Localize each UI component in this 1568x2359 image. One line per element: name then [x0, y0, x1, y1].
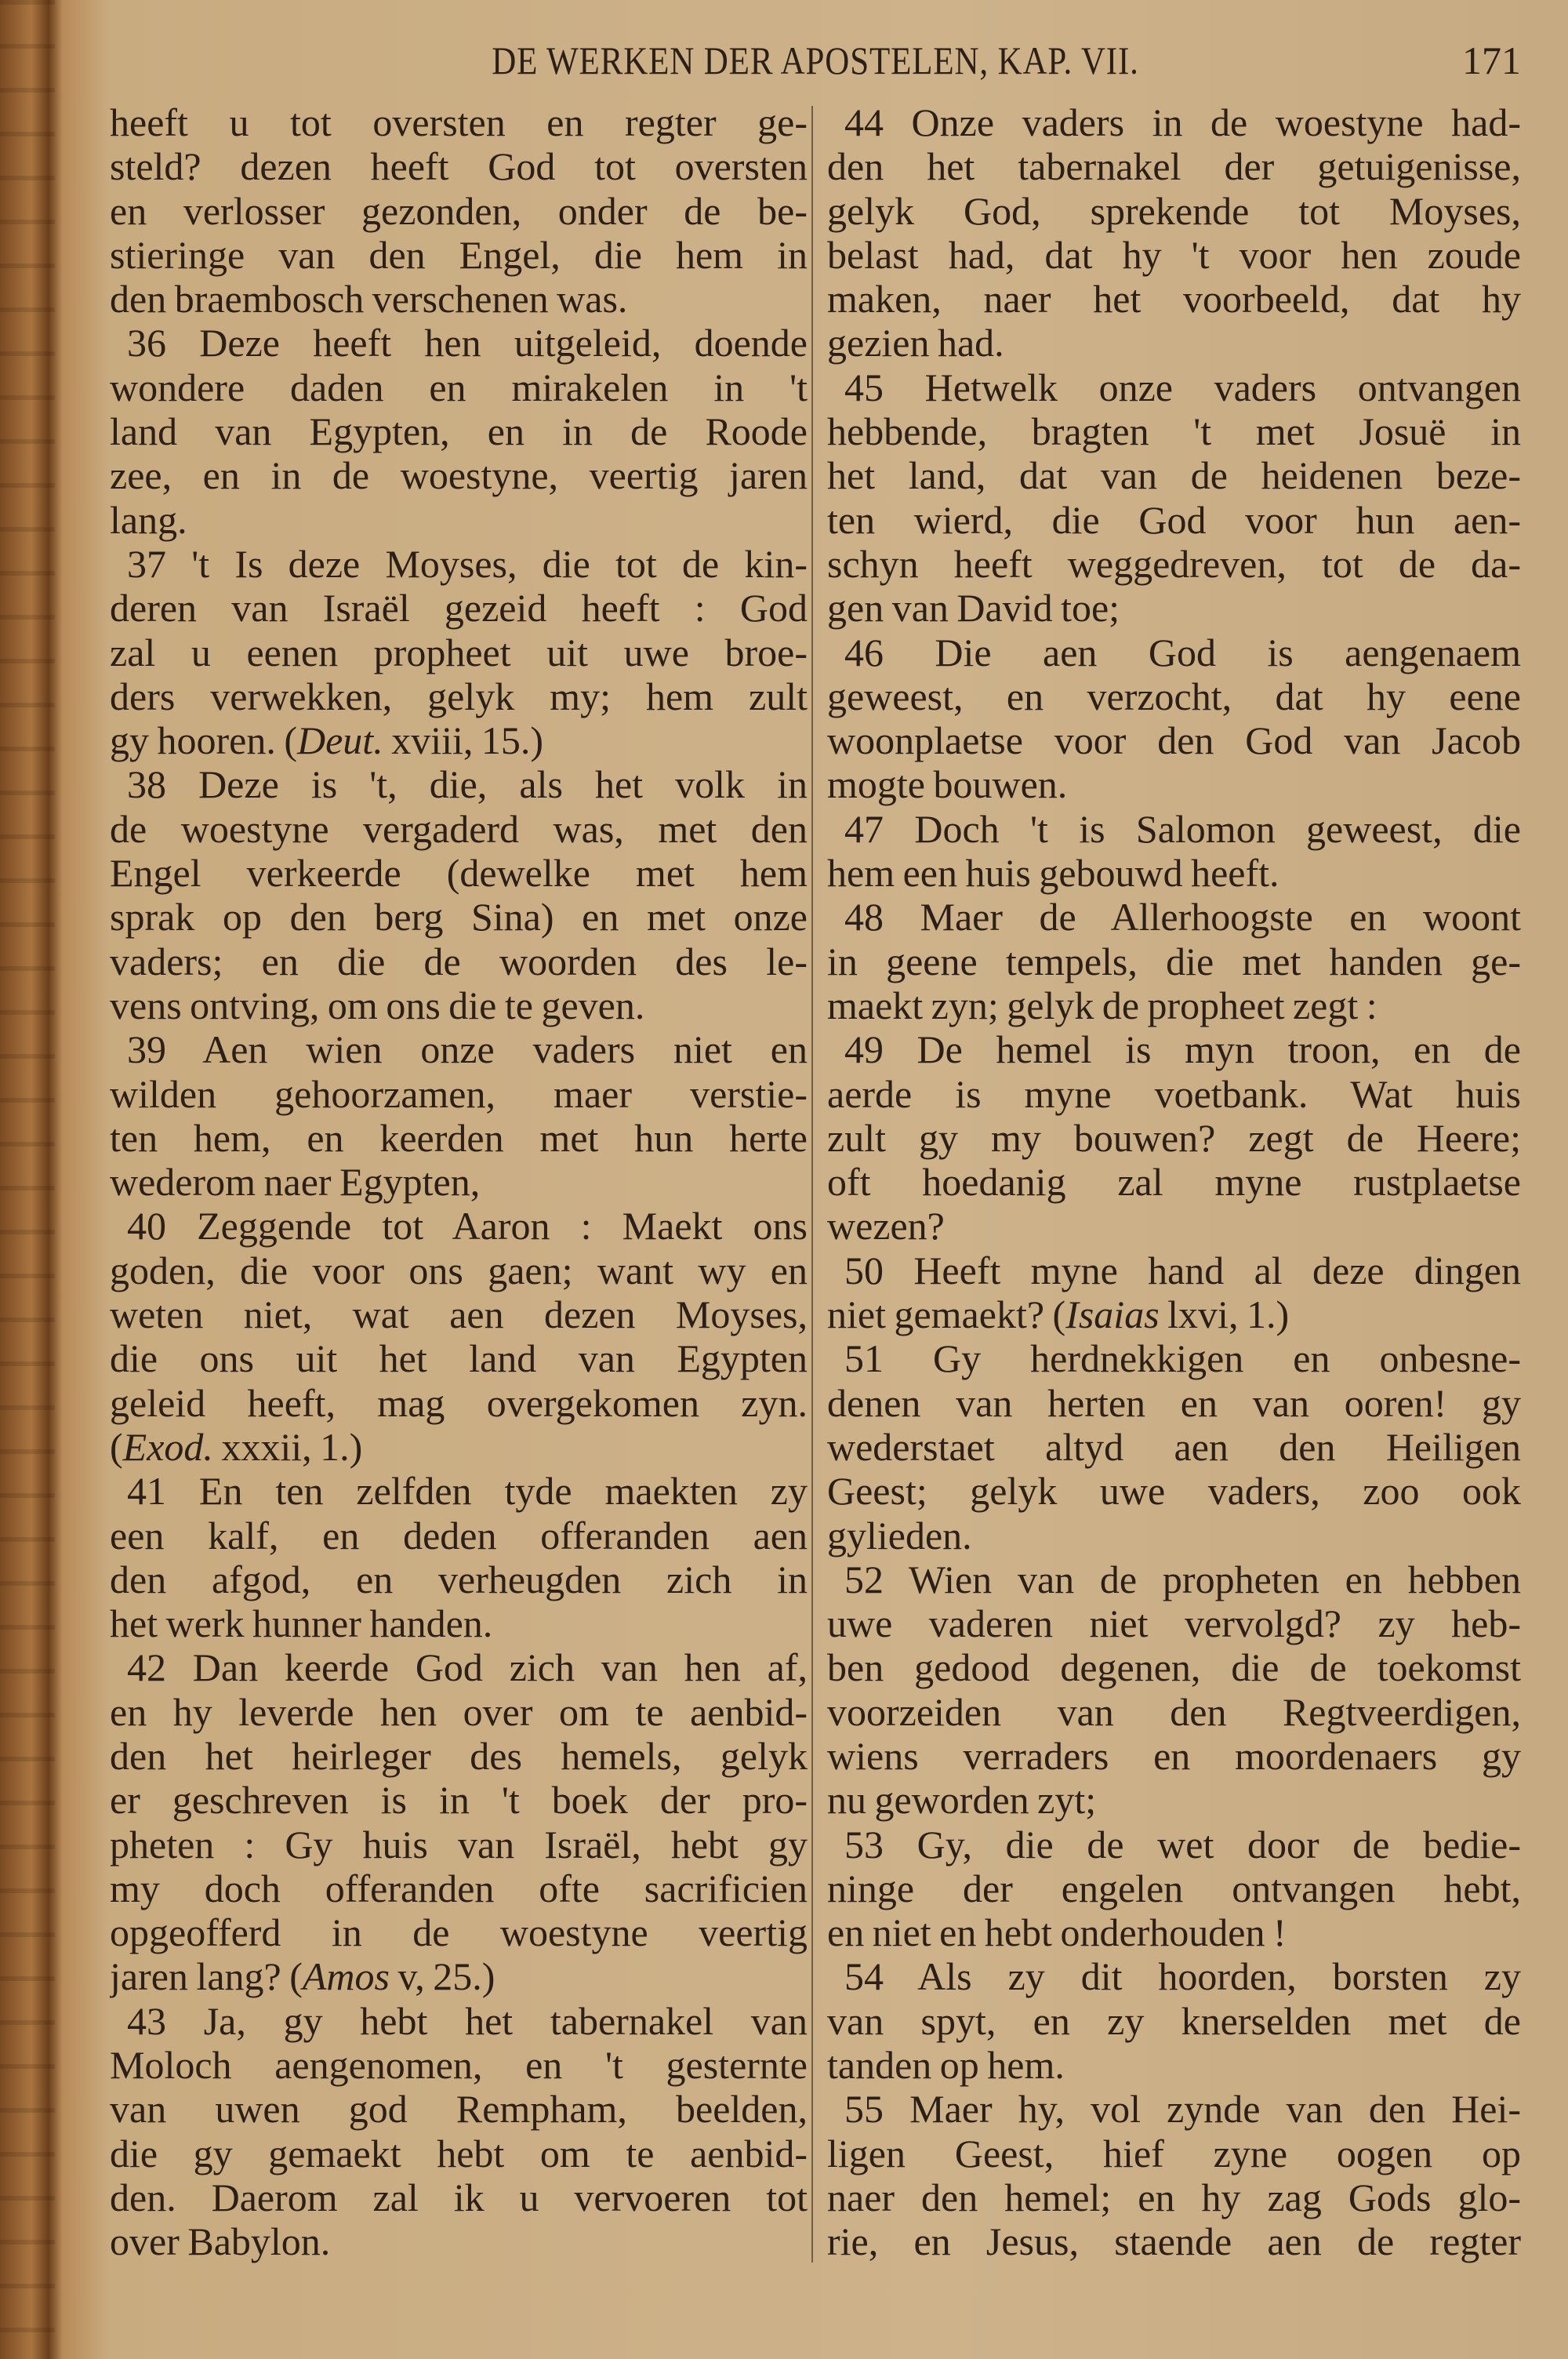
- text-segment: gy hooren. (: [110, 718, 297, 763]
- text-line: 55 Maer hy, vol zynde van den Hei-: [844, 2087, 1521, 2132]
- text-line: van spyt, en zy knerselden met de: [827, 1998, 1521, 2043]
- text-line: hem een huis gebouwd heeft.: [827, 851, 1279, 896]
- text-line: 46 Die aen God is aengenaem: [844, 630, 1521, 674]
- column-divider: [811, 106, 813, 2263]
- text-line: den braembosch verschenen was.: [110, 277, 628, 322]
- text-line: lang.: [110, 497, 187, 542]
- text-segment: niet gemaekt? (: [827, 1292, 1066, 1337]
- page-number: 171: [1462, 38, 1521, 82]
- text-line: den. Daerom zal ik u vervoeren tot: [110, 2175, 808, 2219]
- text-line: maekt zyn; gelyk de propheet zegt :: [827, 983, 1377, 1027]
- text-line: aerde is myne voetbank. Wat huis: [827, 1071, 1521, 1116]
- text-line: land van Egypten, en in de Roode: [110, 409, 808, 454]
- text-line: ten hem, en keerden met hun herte: [110, 1115, 808, 1160]
- text-line: hebbende, bragten 't met Josuë in: [827, 409, 1521, 454]
- text-line: [110, 718, 808, 762]
- text-line: Geest; gelyk uwe vaders, zoo ook: [827, 1469, 1521, 1514]
- text-line: steld? dezen heeft God tot oversten: [110, 144, 808, 189]
- text-line: weten niet, wat aen dezen Moyses,: [110, 1292, 808, 1337]
- text-line: 50 Heeft myne hand al deze dingen: [844, 1248, 1521, 1292]
- text-line: vaders; en die de woorden des le-: [110, 939, 808, 983]
- text-line: Moloch aengenomen, en 't gesternte: [110, 2043, 808, 2088]
- text-line: 38 Deze is 't, die, als het volk in: [127, 762, 808, 807]
- text-line: [110, 1425, 808, 1469]
- text-line: er geschreven is in 't boek der pro-: [110, 1778, 808, 1823]
- text-line: ders verwekken, gelyk my; hem zult: [110, 674, 808, 718]
- text-line: Engel verkeerde (dewelke met hem: [110, 851, 808, 896]
- text-line: wilden gehoorzamen, maer verstie-: [110, 1071, 808, 1116]
- text-line: 37 't Is deze Moyses, die tot de kin-: [127, 541, 808, 586]
- text-line: den afgod, en verheugden zich in: [110, 1557, 808, 1601]
- text-line: 53 Gy, die de wet door de bedie-: [844, 1822, 1521, 1866]
- text-line: gen van David toe;: [827, 586, 1120, 631]
- text-line: pheten : Gy huis van Israël, hebt gy: [110, 1822, 808, 1866]
- text-line: 52 Wien van de propheten en hebben: [844, 1557, 1521, 1601]
- text-line: opgeofferd in de woestyne veertig: [110, 1910, 808, 1955]
- text-line: [827, 1292, 1521, 1336]
- text-line: 40 Zeggende tot Aaron : Maekt ons: [127, 1204, 808, 1249]
- text-line: zult gy my bouwen? zegt de Heere;: [827, 1115, 1521, 1160]
- text-segment: lxvi, 1.): [1159, 1292, 1290, 1337]
- text-line: oft hoedanig zal myne rustplaetse: [827, 1160, 1521, 1205]
- text-segment: xxxii, 1.): [212, 1424, 363, 1469]
- text-line: goden, die voor ons gaen; want wy en: [110, 1248, 808, 1292]
- text-line: den het tabernakel der getuigenisse,: [827, 144, 1521, 189]
- left-column: [110, 100, 808, 2264]
- text-segment: v, 25.): [389, 1954, 495, 1999]
- text-line: woonplaetse voor den God van Jacob: [827, 718, 1521, 763]
- text-line: het werk hunner handen.: [110, 1601, 493, 1646]
- italic-reference: Isaias: [1065, 1292, 1160, 1337]
- text-line: geleid heeft, mag overgekomen zyn.: [110, 1380, 808, 1425]
- text-line: de woestyne vergaderd was, met den: [110, 806, 808, 851]
- italic-reference: Exod.: [122, 1424, 213, 1469]
- running-title: DE WERKEN DER APOSTELEN, KAP. VII.: [492, 38, 1139, 82]
- italic-reference: Amos: [302, 1954, 390, 1999]
- text-line: belast had, dat hy 't voor hen zoude: [827, 232, 1521, 277]
- right-column: [827, 100, 1521, 2264]
- text-line: van uwen god Rempham, beelden,: [110, 2087, 808, 2132]
- text-line: mogte bouwen.: [827, 762, 1068, 807]
- text-line: stieringe van den Engel, die hem in: [110, 232, 808, 277]
- text-line: uwe vaderen niet vervolgd? zy heb-: [827, 1601, 1521, 1646]
- text-segment: jaren lang? (: [110, 1954, 303, 1999]
- text-line: over Babylon.: [110, 2219, 331, 2264]
- text-line: heeft u tot oversten en regter ge-: [110, 100, 808, 144]
- text-line: vens ontving, om ons die te geven.: [110, 983, 645, 1027]
- text-line: 48 Maer de Allerhoogste en woont: [844, 895, 1521, 940]
- text-line: nu geworden zyt;: [827, 1778, 1097, 1823]
- text-line: een kalf, en deden offeranden aen: [110, 1513, 808, 1558]
- text-segment: xviii, 15.): [383, 718, 544, 763]
- text-line: 51 Gy herdnekkigen en onbesne-: [844, 1336, 1521, 1381]
- text-line: denen van herten en van ooren! gy: [827, 1380, 1521, 1425]
- text-line: ninge der engelen ontvangen hebt,: [827, 1866, 1521, 1910]
- text-line: zal u eenen propheet uit uwe broe-: [110, 630, 808, 674]
- text-line: 42 Dan keerde God zich van hen af,: [127, 1645, 808, 1690]
- text-line: 45 Hetwelk onze vaders ontvangen: [844, 365, 1521, 409]
- text-line: ligen Geest, hief zyne oogen op: [827, 2131, 1521, 2175]
- text-line: [110, 1954, 808, 1998]
- text-segment: (: [110, 1424, 123, 1469]
- text-line: die ons uit het land van Egypten: [110, 1336, 808, 1381]
- text-line: 47 Doch 't is Salomon geweest, die: [844, 806, 1521, 851]
- text-line: 41 En ten zelfden tyde maekten zy: [127, 1469, 808, 1514]
- text-line: maken, naer het voorbeeld, dat hy: [827, 277, 1521, 322]
- text-line: gelyk God, sprekende tot Moyses,: [827, 188, 1521, 233]
- text-line: 43 Ja, gy hebt het tabernakel van: [127, 1998, 808, 2043]
- text-line: den het heirleger des hemels, gelyk: [110, 1733, 808, 1778]
- text-line: zee, en in de woestyne, veertig jaren: [110, 453, 808, 498]
- text-line: het land, dat van de heidenen beze-: [827, 453, 1521, 498]
- text-line: tanden op hem.: [827, 2043, 1065, 2088]
- text-line: 54 Als zy dit hoorden, borsten zy: [844, 1954, 1521, 1999]
- text-line: wederom naer Egypten,: [110, 1160, 481, 1205]
- text-line: gezien had.: [827, 321, 1004, 365]
- text-line: 39 Aen wien onze vaders niet en: [127, 1027, 808, 1072]
- text-line: en niet en hebt onderhouden !: [827, 1910, 1287, 1955]
- text-line: ben gedood degenen, die de toekomst: [827, 1645, 1521, 1690]
- text-line: wederstaet altyd aen den Heiligen: [827, 1424, 1521, 1469]
- text-line: deren van Israël gezeid heeft : God: [110, 586, 808, 631]
- text-line: rie, en Jesus, staende aen de regter: [827, 2219, 1521, 2264]
- text-line: en verlosser gezonden, onder de be-: [110, 188, 808, 233]
- text-line: my doch offeranden ofte sacrificien: [110, 1866, 808, 1910]
- text-line: 44 Onze vaders in de woestyne had-: [844, 100, 1521, 144]
- page-header: [110, 38, 1521, 93]
- text-line: 49 De hemel is myn troon, en de: [844, 1027, 1521, 1072]
- text-line: voorzeiden van den Regtveerdigen,: [827, 1689, 1521, 1734]
- text-line: ten wierd, die God voor hun aen-: [827, 497, 1521, 542]
- text-line: sprak op den berg Sina) en met onze: [110, 895, 808, 940]
- book-binding-edge: [0, 0, 55, 2359]
- text-line: gylieden.: [827, 1513, 972, 1558]
- italic-reference: Deut.: [297, 718, 383, 763]
- text-line: naer den hemel; en hy zag Gods glo-: [827, 2175, 1521, 2219]
- text-line: wondere daden en mirakelen in 't: [110, 365, 808, 409]
- text-line: wiens verraders en moordenaers gy: [827, 1733, 1521, 1778]
- text-line: die gy gemaekt hebt om te aenbid-: [110, 2131, 808, 2175]
- text-line: wezen?: [827, 1204, 945, 1249]
- text-line: geweest, en verzocht, dat hy eene: [827, 674, 1521, 718]
- text-line: 36 Deze heeft hen uitgeleid, doende: [127, 321, 808, 365]
- text-line: in geene tempels, die met handen ge-: [827, 939, 1521, 983]
- text-line: en hy leverde hen over om te aenbid-: [110, 1689, 808, 1734]
- text-line: schyn heeft weggedreven, tot de da-: [827, 541, 1521, 586]
